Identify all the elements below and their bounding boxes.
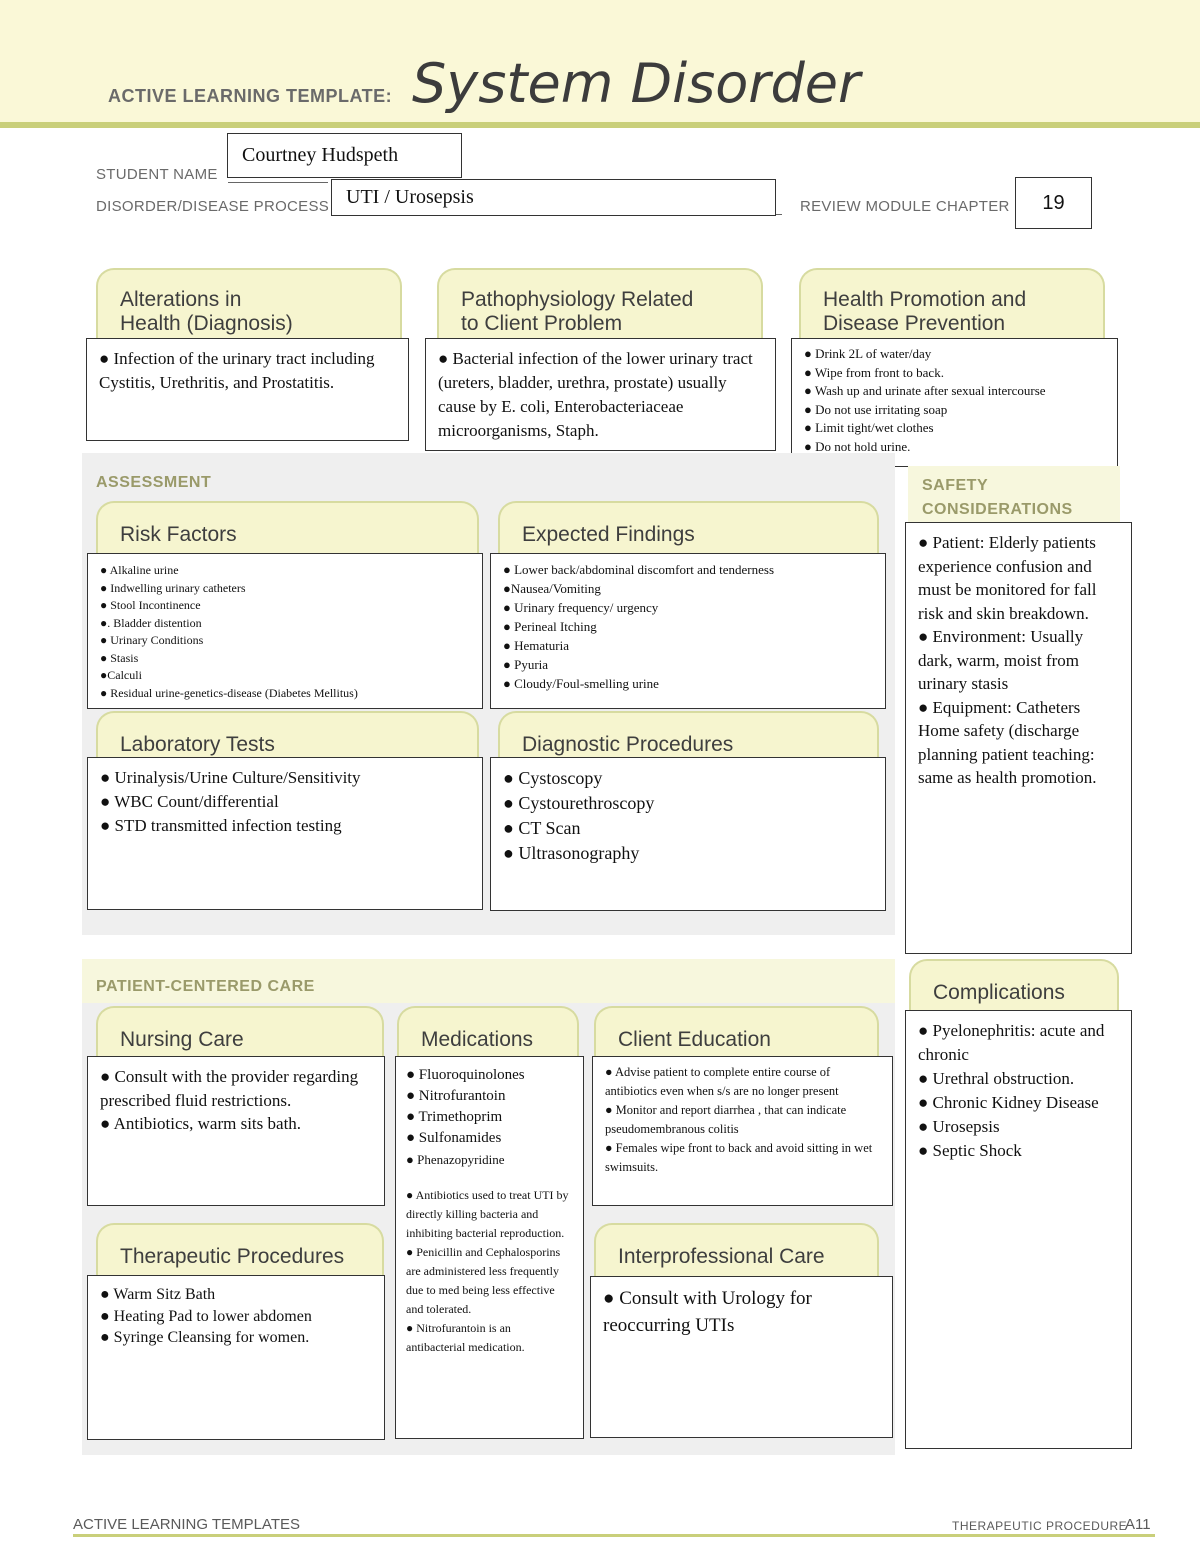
client-education-item: ● Monitor and report diarrhea , that can indicate pseudomembranous colitis	[605, 1103, 847, 1136]
therapeutic-procedure-item: ● Syringe Cleansing for women.	[100, 1329, 310, 1346]
health-promotion-tab	[799, 268, 1105, 340]
alterations-item: ● Infection of the urinary tract including Cystitis, Urethritis, and Prostatitis.	[99, 349, 375, 392]
complication-item: ● Urosepsis	[918, 1117, 1000, 1136]
nursing-care-box	[87, 1056, 385, 1206]
medication-note: ● Antibiotics used to treat UTI by directly killing bacteria and inhibiting bacterial reproduction.	[406, 1188, 569, 1240]
risk-factor-item: ●Calculi	[100, 668, 142, 682]
lab-tests-box	[87, 757, 483, 910]
pathophysiology-title-line2: to Client Problem	[461, 312, 623, 335]
diagnostic-procedure-item: ● Cystourethroscopy	[503, 793, 655, 813]
chapter-field[interactable]: 19	[1015, 177, 1092, 229]
expected-finding-item: ● Hematuria	[503, 638, 569, 653]
interprofessional-care-box	[590, 1276, 893, 1438]
risk-factor-item: ● Alkaline urine	[100, 563, 179, 577]
risk-factor-item: ● Urinary Conditions	[100, 633, 204, 647]
medications-tab	[397, 1006, 579, 1058]
risk-factor-item: ● Indwelling urinary catheters	[100, 580, 246, 595]
complications-title: Complications	[933, 981, 1065, 1004]
risk-factor-item: ● Stasis	[100, 650, 139, 665]
risk-factors-box	[87, 553, 483, 709]
expected-finding-item: ● Cloudy/Foul-smelling urine	[503, 676, 659, 691]
client-education-box	[592, 1056, 893, 1206]
pathophysiology-title-line1: Pathophysiology Related	[461, 288, 694, 311]
lab-test-item: ● WBC Count/differential	[100, 792, 279, 811]
diagnostic-procedures-tab	[498, 711, 879, 761]
medications-title: Medications	[421, 1028, 534, 1051]
therapeutic-procedures-box	[87, 1275, 385, 1440]
medication-note: ● Penicillin and Cephalosporins are administered less frequently due to med being less effective and tolerated.	[406, 1245, 561, 1316]
pathophysiology-tab	[437, 268, 763, 340]
client-education-item: ● Females wipe front to back and avoid sitting in wet swimsuits.	[605, 1141, 873, 1174]
disorder-field[interactable]: UTI / Urosepsis	[331, 179, 776, 216]
lab-test-item: ● Urinalysis/Urine Culture/Sensitivity	[100, 768, 361, 787]
diagnostic-procedures-title: Diagnostic Procedures	[522, 733, 734, 756]
chapter-label: REVIEW MODULE CHAPTER	[800, 198, 1010, 215]
alterations-tab	[96, 268, 402, 340]
nursing-care-tab	[96, 1006, 384, 1058]
interprofessional-care-tab	[594, 1223, 879, 1277]
disorder-label: DISORDER/DISEASE PROCESS	[96, 198, 330, 215]
diagnostic-procedure-item: ● Ultrasonography	[503, 843, 640, 863]
expected-findings-box	[490, 553, 886, 709]
alterations-title-line1: Alterations in	[120, 288, 242, 311]
alterations-box	[86, 338, 409, 441]
student-name-underline	[228, 182, 328, 183]
header-rule	[0, 122, 1200, 128]
footer-page-number: A11	[1125, 1516, 1151, 1533]
lab-test-item: ● STD transmitted infection testing	[100, 816, 342, 835]
health-promotion-item: ● Limit tight/wet clothes	[804, 420, 934, 435]
medication-item: ● Nitrofurantoin	[406, 1088, 506, 1104]
health-promotion-item: ● Drink 2L of water/day	[804, 346, 932, 361]
lab-tests-title: Laboratory Tests	[120, 733, 275, 756]
lab-tests-tab	[96, 711, 479, 761]
health-promotion-item: ● Do not use irritating soap	[804, 401, 948, 417]
medication-item: ● Trimethoprim	[406, 1109, 503, 1125]
medication-item: ● Sulfonamides	[406, 1130, 502, 1146]
pathophysiology-box	[425, 338, 776, 451]
safety-item: ● Equipment: Catheters Home safety (discharge planning patient teaching: same as health promotion.	[918, 697, 1097, 787]
student-name-field[interactable]: Courtney Hudspeth	[227, 133, 462, 178]
therapeutic-procedures-tab	[96, 1223, 384, 1277]
safety-item: ● Environment: Usually dark, warm, moist from urinary stasis	[918, 627, 1084, 693]
complication-item: ● Septic Shock	[918, 1141, 1022, 1160]
safety-label-line2: CONSIDERATIONS	[922, 501, 1073, 518]
safety-label	[922, 474, 1073, 522]
therapeutic-procedure-item: ● Heating Pad to lower abdomen	[100, 1307, 312, 1325]
patient-care-label: PATIENT-CENTERED CARE	[96, 978, 315, 995]
expected-finding-item: ● Perineal Itching	[503, 619, 597, 634]
template-label: ACTIVE LEARNING TEMPLATE:	[108, 86, 393, 106]
therapeutic-procedures-title: Therapeutic Procedures	[120, 1245, 345, 1268]
disorder-underline	[776, 214, 782, 215]
health-promotion-item: ● Wipe from front to back.	[804, 364, 944, 380]
diagnostic-procedure-item: ● Cystoscopy	[503, 768, 603, 788]
pathophysiology-item: ● Bacterial infection of the lower urinary tract (ureters, bladder, urethra, prostate) usually cause by E. coli, Enterobacteriaceae microorganisms, Staph.	[438, 349, 753, 440]
template-title: System Disorder	[412, 52, 861, 115]
risk-factors-title: Risk Factors	[120, 523, 237, 546]
alterations-title-line2: Health (Diagnosis)	[120, 312, 293, 335]
health-promotion-box	[791, 338, 1118, 467]
complication-item: ● Chronic Kidney Disease	[918, 1093, 1099, 1112]
health-promotion-title-line1: Health Promotion and	[823, 288, 1027, 311]
risk-factor-item: ●. Bladder distention	[100, 615, 202, 630]
client-education-item: ● Advise patient to complete entire course of antibiotics even when s/s are no longer present	[605, 1065, 839, 1098]
medication-item: ● Phenazopyridine	[406, 1152, 505, 1167]
complications-box	[905, 1010, 1132, 1449]
expected-finding-item: ● Urinary frequency/ urgency	[503, 600, 659, 615]
medications-box	[395, 1056, 584, 1439]
interprofessional-care-title: Interprofessional Care	[618, 1245, 825, 1268]
student-name-label: STUDENT NAME	[96, 166, 218, 183]
medication-note: ● Nitrofurantoin is an antibacterial medication.	[406, 1321, 525, 1354]
expected-findings-title: Expected Findings	[522, 523, 695, 546]
client-education-tab	[594, 1006, 879, 1058]
nursing-care-item: ● Antibiotics, warm sits bath.	[100, 1114, 302, 1133]
nursing-care-item: ● Consult with the provider regarding prescribed fluid restrictions.	[100, 1067, 359, 1110]
health-promotion-item: ● Wash up and urinate after sexual intercourse	[804, 383, 1046, 398]
safety-label-line1: SAFETY	[922, 477, 989, 494]
assessment-label: ASSESSMENT	[96, 474, 212, 491]
nursing-care-title: Nursing Care	[120, 1028, 244, 1051]
risk-factors-tab	[96, 501, 479, 555]
risk-factor-item: ● Residual urine-genetics-disease (Diabetes Mellitus)	[100, 685, 358, 700]
expected-finding-item: ●Nausea/Vomiting	[503, 581, 601, 596]
expected-finding-item: ● Lower back/abdominal discomfort and tenderness	[503, 562, 775, 577]
footer-right-label: THERAPEUTIC PROCEDURE	[952, 1519, 1128, 1533]
client-education-title: Client Education	[618, 1028, 771, 1051]
diagnostic-procedures-box	[490, 757, 886, 911]
safety-item: ● Patient: Elderly patients experience confusion and must be monitored for fall risk and skin breakdown.	[918, 533, 1097, 623]
footer-rule	[73, 1534, 1155, 1537]
medication-item: ● Fluoroquinolones	[406, 1067, 525, 1083]
expected-findings-tab	[498, 501, 879, 555]
health-promotion-title-line2: Disease Prevention	[823, 312, 1006, 335]
footer-left: ACTIVE LEARNING TEMPLATES	[73, 1516, 300, 1533]
complication-item: ● Pyelonephritis: acute and chronic	[918, 1021, 1105, 1064]
complication-item: ● Urethral obstruction.	[918, 1069, 1075, 1088]
therapeutic-procedure-item: ● Warm Sitz Bath	[100, 1286, 216, 1303]
risk-factor-item: ● Stool Incontinence	[100, 598, 201, 612]
interprofessional-care-item: ● Consult with Urology for reoccurring UTIs	[603, 1288, 812, 1336]
diagnostic-procedure-item: ● CT Scan	[503, 818, 581, 838]
safety-box	[905, 522, 1132, 954]
complications-tab	[909, 959, 1119, 1013]
expected-finding-item: ● Pyuria	[503, 657, 549, 672]
health-promotion-item: ● Do not hold urine.	[804, 438, 911, 454]
